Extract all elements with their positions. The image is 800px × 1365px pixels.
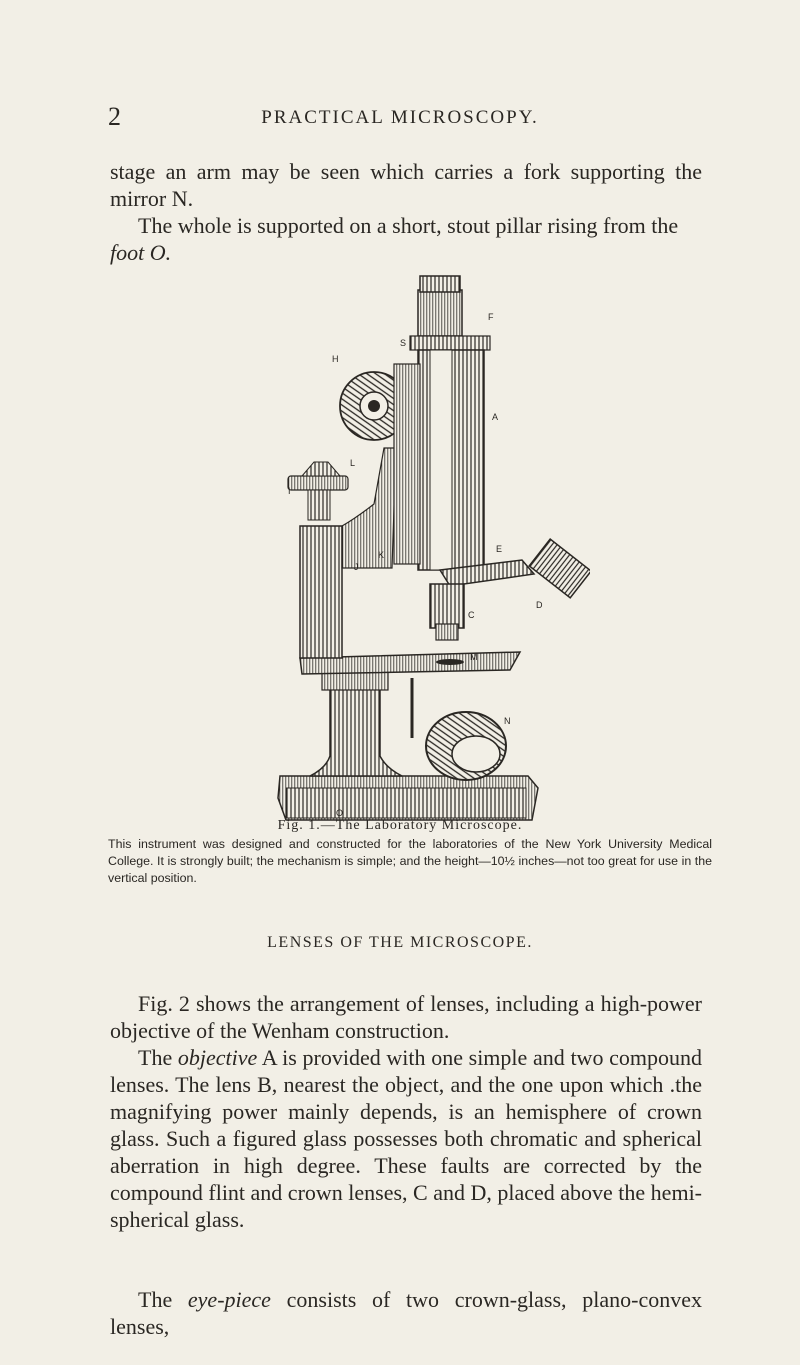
- fig-label-m: M: [470, 652, 478, 662]
- paragraph-pillar: The whole is supported on a short, stout pillar rising from the: [138, 213, 679, 238]
- fig-label-h: H: [332, 354, 339, 364]
- fig-label-s: S: [400, 338, 407, 348]
- fig-label-o: O: [336, 808, 344, 818]
- fig-label-j: J: [354, 562, 359, 572]
- body-tube: [410, 276, 490, 570]
- fig-label-d: D: [536, 600, 543, 610]
- fig-label-i: I: [288, 486, 291, 496]
- paragraph-foot: foot O.: [110, 240, 172, 265]
- fig-label-l: L: [350, 458, 356, 468]
- fig-label-n: N: [504, 716, 511, 726]
- eyepiece-lead: The: [138, 1287, 173, 1312]
- section-heading: LENSES OF THE MICROSCOPE.: [267, 934, 533, 951]
- fig-label-a: A: [492, 412, 499, 422]
- objective-text: A is provided with one simple and two compound lenses. The lens B, nearest the object, and the one upon which .the magnifying power mainly depends, is an hemisphere of crown glass. Such a figured glass possesses both chromatic and spherical aberration in high degree. These faults are corrected by the compound flint and crown lenses, C and D, placed above the hemi-spherical glass.: [110, 1045, 703, 1232]
- fig-label-c: C: [468, 610, 475, 620]
- eyepiece-text: consists of two crown-glass, plano-convex lenses,: [110, 1287, 702, 1339]
- paragraph-continuation: stage an arm may be seen which carries a fork supporting the mirror N.: [110, 159, 702, 211]
- microscope-pillar: [310, 670, 402, 776]
- objective-lead: The: [138, 1045, 173, 1070]
- page-number: 2: [108, 102, 121, 131]
- running-title: PRACTICAL MICROSCOPY.: [261, 107, 539, 128]
- objective-term: objective: [177, 1045, 258, 1070]
- figure-caption-body: This instrument was designed and constructed for the laboratories of the New York University Medical College. It is strongly built; the mechanism is simple; and the height—10½ inches—not too great for use in the vertical position.: [108, 837, 712, 885]
- mirror: [412, 678, 506, 780]
- microscope-foot: [278, 776, 538, 820]
- microscope-illustration: [270, 268, 590, 828]
- fig-label-e: E: [496, 544, 503, 554]
- paragraph-objective: [110, 1044, 702, 1233]
- eyepiece-term: eye-piece: [187, 1287, 271, 1312]
- paragraph-eyepiece: [110, 1286, 702, 1340]
- fig-label-k: K: [378, 550, 385, 560]
- fine-adjustment: [288, 462, 348, 520]
- figure-caption-title: Fig. 1.—The Laboratory Microscope.: [277, 818, 523, 833]
- paragraph-fig2: Fig. 2 shows the arrangement of lenses, including a high-power objective of the Wenham construction.: [110, 991, 702, 1043]
- fig-label-f: F: [488, 312, 494, 322]
